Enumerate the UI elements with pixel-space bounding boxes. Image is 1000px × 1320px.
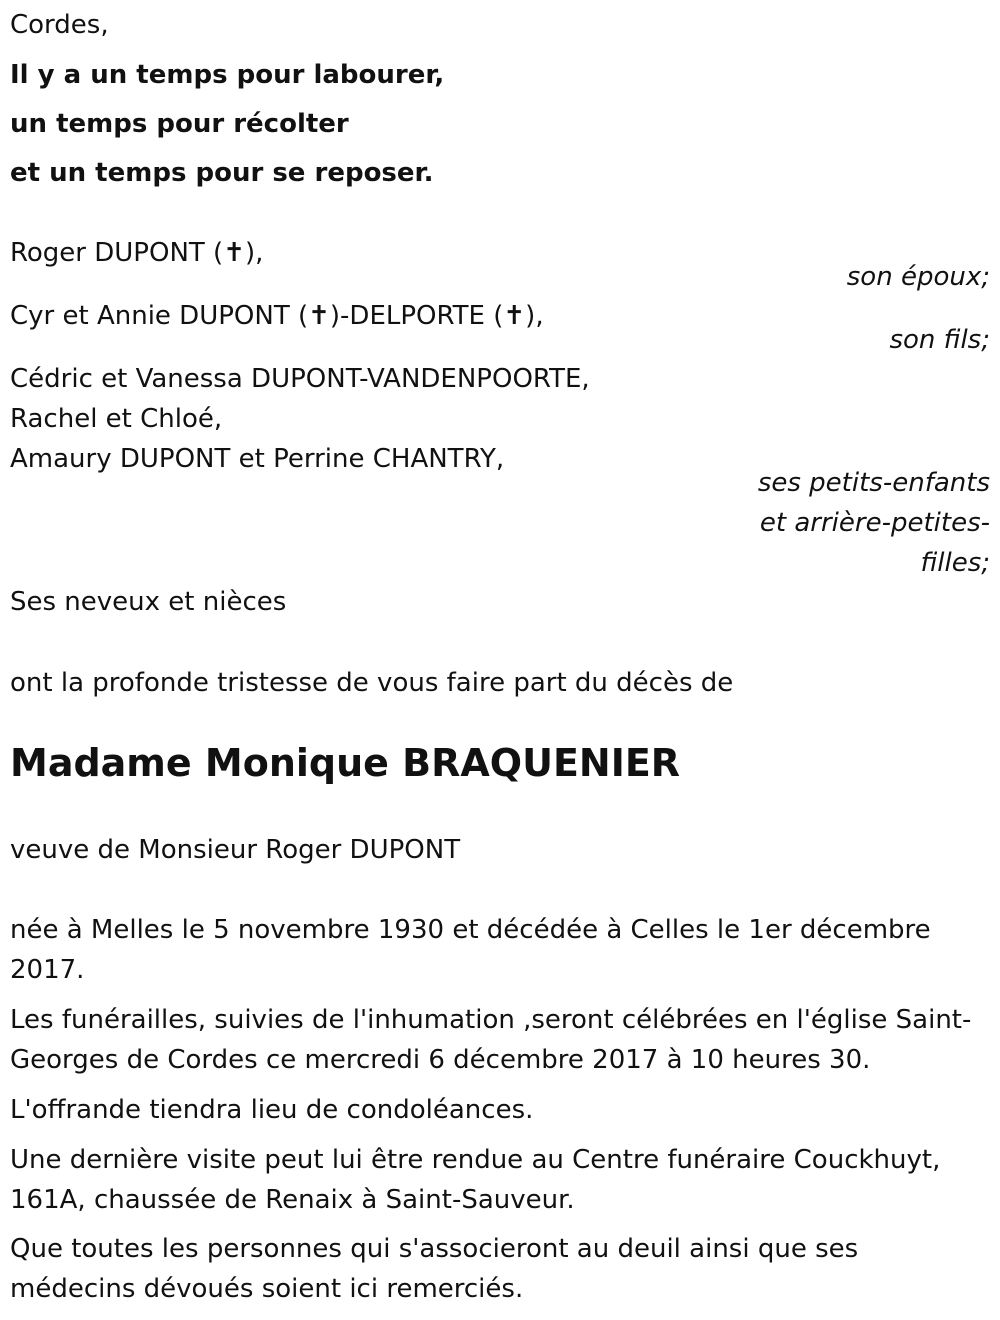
condolences-paragraph: L'offrande tiendra lieu de condoléances. bbox=[10, 1095, 534, 1125]
family-role-grandchildren-3: filles; bbox=[920, 548, 990, 578]
visit-paragraph: Une dernière visite peut lui être rendue au Centre funéraire Couckhuyt, 161A, chaussée de Renaix à Saint-Sauveur. bbox=[10, 1145, 941, 1215]
birth-death-paragraph: née à Melles le 5 novembre 1930 et décédée à Celles le 1er décembre 2017. bbox=[10, 915, 931, 985]
poem-line-2: un temps pour récolter bbox=[10, 109, 349, 139]
family-names-grandchild-1: Cédric et Vanessa DUPONT-VANDENPOORTE, bbox=[10, 364, 590, 394]
announcement-text: ont la profonde tristesse de vous faire part du décès de bbox=[10, 668, 734, 698]
family-role-grandchildren-1: ses petits-enfants bbox=[757, 468, 990, 498]
family-names-grandchild-2: Rachel et Chloé, bbox=[10, 404, 223, 434]
place-line: Cordes, bbox=[10, 10, 109, 40]
family-role-son: son fils; bbox=[889, 325, 990, 355]
family-role-grandchildren-2: et arrière-petites- bbox=[759, 508, 990, 538]
poem-line-3: et un temps pour se reposer. bbox=[10, 158, 434, 188]
family-role-spouse: son époux; bbox=[846, 262, 990, 292]
poem-line-1: Il y a un temps pour labourer, bbox=[10, 60, 445, 90]
widow-of-text: veuve de Monsieur Roger DUPONT bbox=[10, 835, 461, 865]
thanks-paragraph: Que toutes les personnes qui s'associeront au deuil ainsi que ses médecins dévoués soient ici remerciés. bbox=[10, 1234, 859, 1304]
family-names-son: Cyr et Annie DUPONT (✝)-DELPORTE (✝), bbox=[10, 301, 544, 331]
family-names-spouse: Roger DUPONT (✝), bbox=[10, 238, 264, 268]
deceased-name: Madame Monique BRAQUENIER bbox=[10, 741, 681, 785]
family-names-grandchild-3: Amaury DUPONT et Perrine CHANTRY, bbox=[10, 444, 505, 474]
funeral-paragraph: Les funérailles, suivies de l'inhumation ,seront célébrées en l'église Saint-Georges de Cordes ce mercredi 6 décembre 2017 à 10 heures 30. bbox=[10, 1005, 972, 1075]
family-names-nephews: Ses neveux et nièces bbox=[10, 587, 287, 617]
